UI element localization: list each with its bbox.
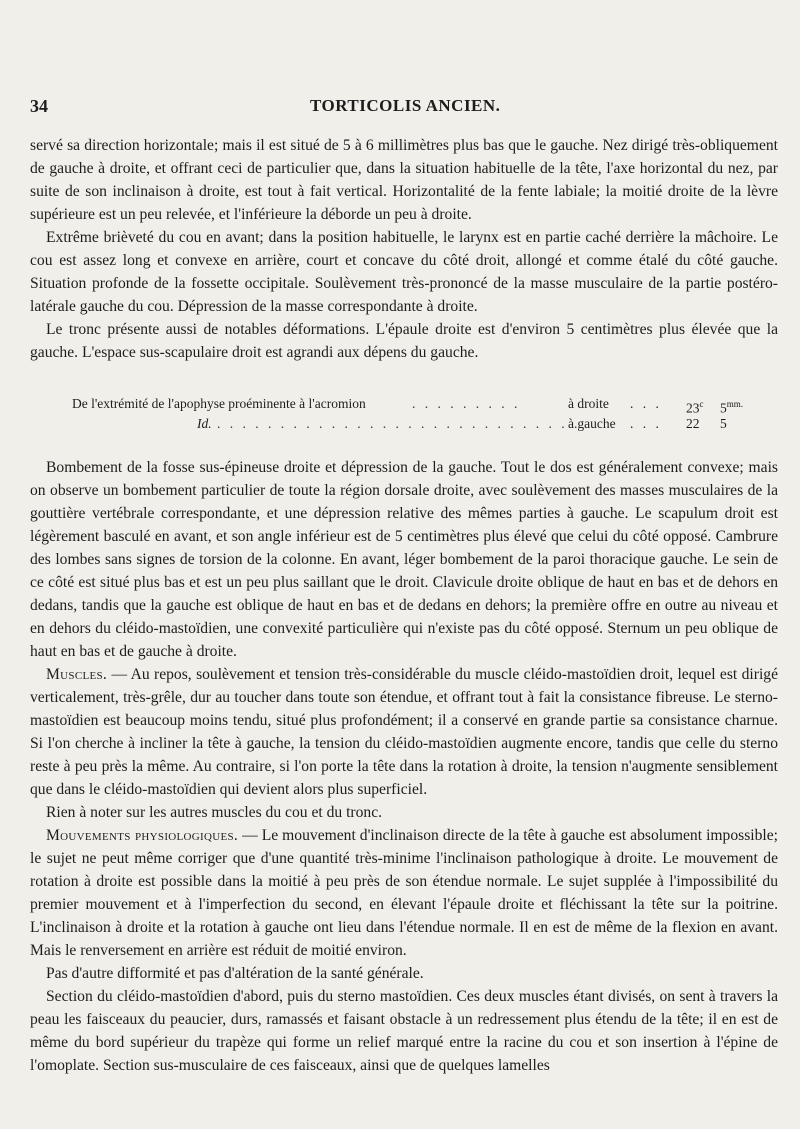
page-header [30,96,760,122]
section-heading: Muscles. [46,666,108,683]
measurement-cm: 22 [686,416,700,431]
measurement-row [72,414,762,434]
paragraph-muscles: Muscles. — Au repos, soulèvement et tension très-considérable du muscle cléido-mastoïdien droit, lequel est dirigé verticalement, très-grêle, dur au toucher dans toute son étendue, et offrant tout à fait la consistance fibreuse. Le sterno-mastoïdien est beaucoup moins tendu, situé plus profondément; il a conservé en grande partie sa consistance charnue. Si l'on cherche à incliner la tête à gauche, la tension du cléido-mastoïdien augmente encore, tandis que celle du sterno reste à peu près la même. Au contraire, si l'on porte la tête dans la rotation à droite, la tension n'augmente sensiblement que dans le cléido-mastoïdien qui devient alors plus superficiel. [30,666,778,798]
paragraph: Pas d'autre difformité et pas d'altération de la santé générale. [46,965,424,982]
paragraph: Extrême brièveté du cou en avant; dans la position habituelle, le larynx est en partie caché derrière la mâchoire. Le cou est assez long et convexe en arrière, court et concave du côté droit, allongé et comme étalé du côté gauche. Situation profonde de la fossette occipitale. Soulèvement très-prononcé de la masse musculaire de la partie postéro-latérale gauche du cou. Dépression de la masse correspondante à droite. [30,229,778,315]
measurement-mm: 5 [720,416,727,431]
measurement-side: à gauche [568,416,616,431]
paragraph: servé sa direction horizontale; mais il est situé de 5 à 6 millimètres plus bas que le gauche. Nez dirigé très-obliquement de gauche à droite, et offrant ceci de particulier que, dans la situation habituelle de la tête, l'axe horizontal du nez, par suite de son inclinaison à droite, est tout à fait vertical. Horizontalité de la fente labiale; la moitié droite de la lèvre supérieure est un peu relevée, et l'inférieure la déborde un peu à droite. [30,137,778,223]
text-block-top [30,134,778,364]
paragraph: Bombement de la fosse sus-épineuse droite et dépression de la gauche. Tout le dos est généralement convexe; mais on observe un bombement particulier de toute la région dorsale droite, avec soulèvement des masses musculaires de la gouttière vertébrale correspondante, et une dépression relative des mêmes parties à gauche. Le scapulum droit est légèrement basculé en avant, et son angle inférieur est de 5 centimètres plus élevé que celui du côté opposé. Cambrure des lombes sans signes de torsion de la colonne. En avant, léger bombement de la paroi thoracique gauche. Le sein de ce côté est situé plus bas et est un peu plus saillant que le droit. Clavicule droite oblique de haut en bas et de dehors en dedans, tandis que la gauche est oblique de haut en bas et de dedans en dehors; la première offre en outre au niveau et en dehors du cléido-mastoïdien, une convexité particulière qui n'existe pas du côté opposé. Sternum un peu oblique de haut en bas et de gauche à droite. [30,459,778,660]
measurement-label: De l'extrémité de l'apophyse proéminente à l'acromion [72,396,366,411]
leader-dots: . . . . . . . . . [412,396,521,411]
measurement-mm: $5^{mm.}$ [720,399,744,416]
measurement-table [72,394,762,434]
measurement-label: Id. [197,416,212,431]
leader-dots: . . . [630,396,662,411]
leader-dots: . . . . . . . . . . . . . . . . . . . . . . . . . . . . . [217,416,581,431]
section-heading: Mouvements physiologiques. [46,827,239,844]
running-title: TORTICOLIS ANCIEN. [310,96,501,115]
page-number: 34 [30,96,48,116]
measurement-row [72,394,762,414]
paragraph: Le tronc présente aussi de notables déformations. L'épaule droite est d'environ 5 centimètres plus élevée que la gauche. L'espace sus-scapulaire droit est agrandi aux dépens du gauche. [30,321,778,361]
text-block-bottom [30,456,778,1077]
leader-dots: . . . [630,416,662,431]
measurement-cm: 23$^c$ [686,399,704,416]
paragraph: Rien à noter sur les autres muscles du cou et du tronc. [46,804,383,821]
paragraph-mouvements: Mouvements physiologiques. — Le mouvement d'inclinaison directe de la tête à gauche est absolument impossible; le sujet ne peut même corriger que d'une quantité très-minime l'inclinaison pathologique à droite. Le mouvement de rotation à droite est possible dans la moitié à peu près de son étendue normale. Le sujet supplée à l'impossibilité du premier mouvement et à l'imperfection du second, en élevant l'épaule droite et fléchissant la tête sur la poitrine. L'inclinaison à droite et la rotation à gauche ont lieu dans l'étendue normale. Il en est de même de la flexion en avant. Mais le renversement en arrière est réduit de moitié environ. [30,827,778,959]
measurement-side: à droite [568,396,609,411]
paragraph: Section du cléido-mastoïdien d'abord, puis du sterno mastoïdien. Ces deux muscles étant divisés, on sent à travers la peau les faisceaux du peaucier, durs, ramassés et faisant obstacle à un redressement plus étendu de la tête; il en est de même du bord supérieur du trapèze qui forme un relief marqué entre la racine du cou et son insertion à l'épine de l'omoplate. Section sus-musculaire de ces faisceaux, ainsi que de quelques lamelles [30,988,778,1074]
